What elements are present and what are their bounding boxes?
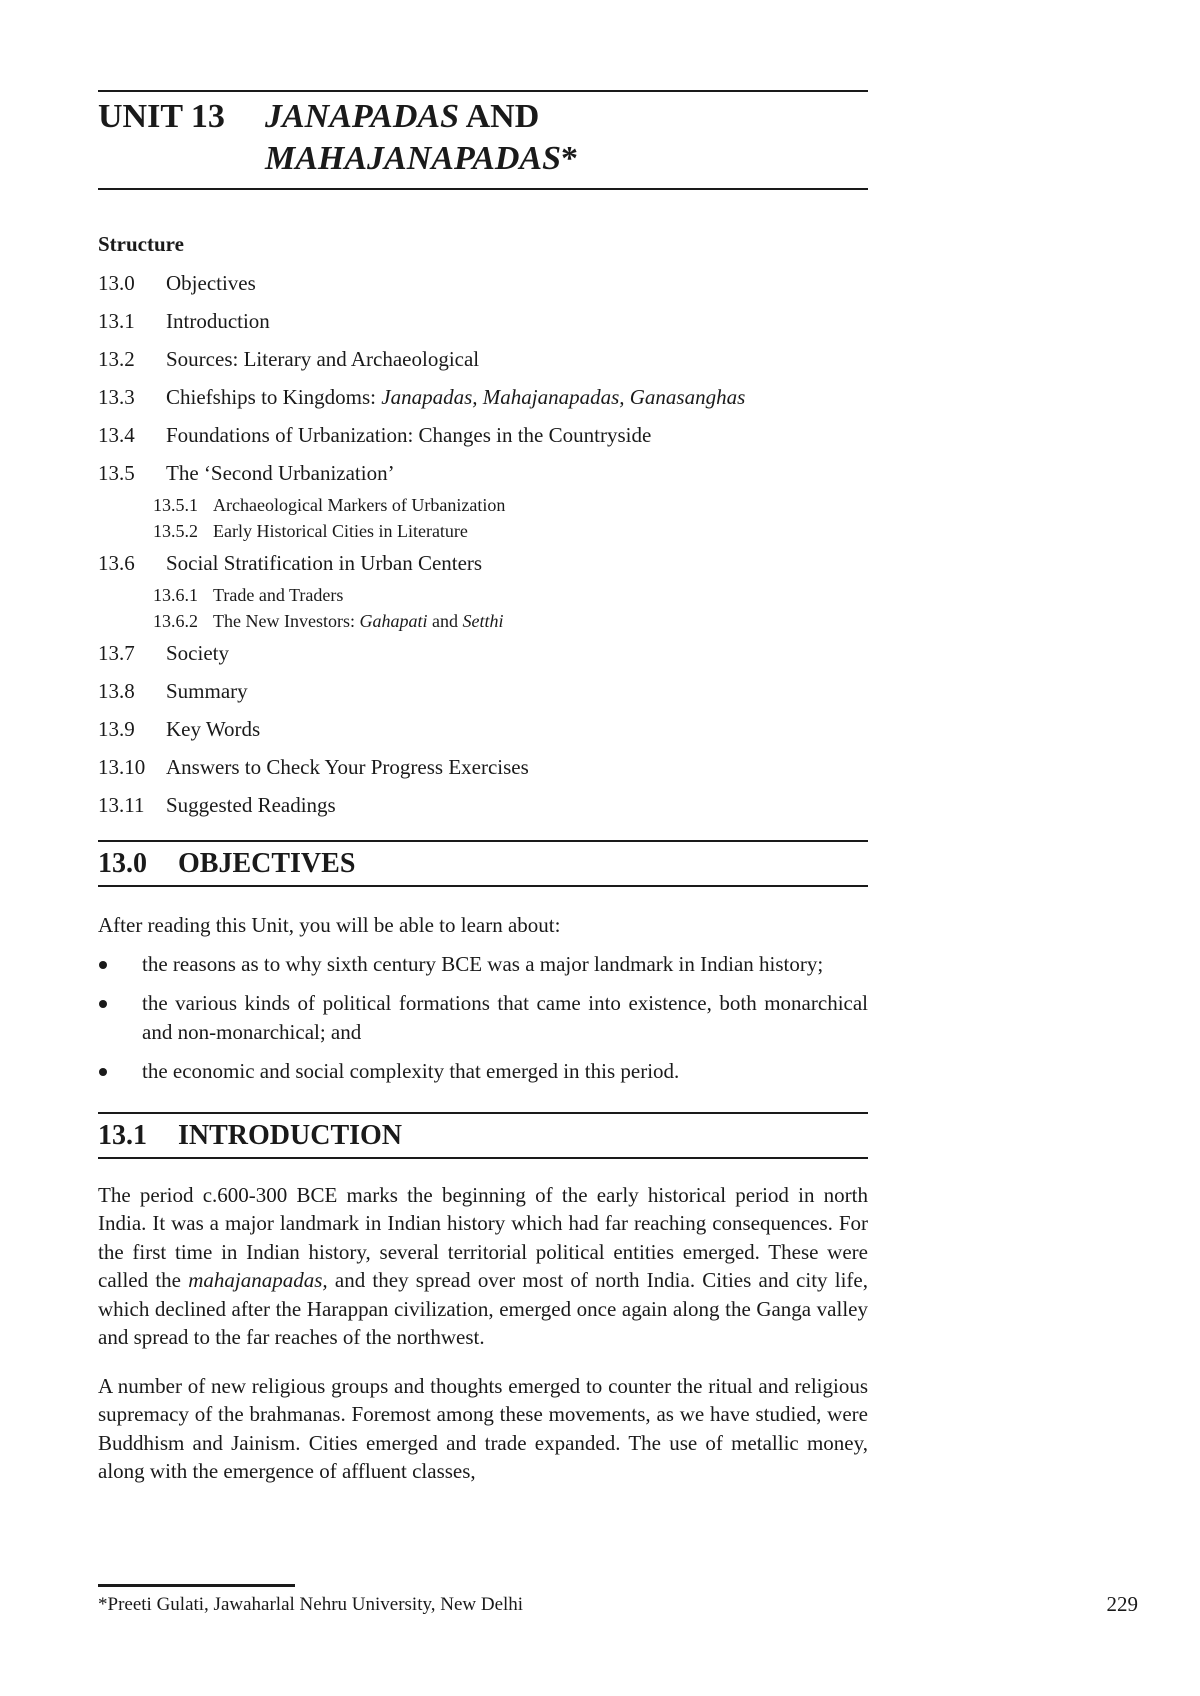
list-item: [98, 989, 868, 1046]
toc-text: The New Investors:: [213, 611, 360, 631]
footnote-rule: [98, 1584, 295, 1587]
toc-item: [98, 423, 868, 448]
toc-number: 13.5: [98, 461, 135, 485]
section-title: INTRODUCTION: [178, 1119, 403, 1151]
footnote: *Preeti Gulati, Jawaharlal Nehru University, New Delhi: [98, 1594, 524, 1615]
toc-item: [98, 793, 868, 818]
list-item: [98, 1057, 868, 1086]
objectives-intro: After reading this Unit, you will be able to learn about:: [98, 913, 561, 937]
toc-item: [98, 641, 868, 666]
unit-title-janapadas: JANAPADAS: [265, 98, 459, 135]
toc-text: Suggested Readings: [166, 793, 336, 817]
unit-title-mahajanapadas: MAHAJANAPADAS: [265, 140, 562, 177]
toc-text: The ‘Second Urbanization’: [166, 461, 395, 485]
toc-item: [98, 309, 868, 334]
toc-text: Chiefships to Kingdoms:: [166, 385, 382, 409]
bullet-icon: [99, 961, 107, 969]
toc-number: 13.11: [98, 793, 145, 817]
toc-text: Social Stratification in Urban Centers: [166, 551, 483, 575]
section-number: 13.0: [98, 848, 147, 879]
toc-text: Summary: [166, 679, 248, 703]
page-content: [98, 90, 868, 1486]
toc-text: Trade and Traders: [213, 585, 344, 605]
unit-title-asterisk: *: [561, 140, 579, 177]
toc-text: Introduction: [166, 309, 270, 333]
paragraph-text-italic: mahajanapadas,: [188, 1268, 328, 1292]
bullet-icon: [99, 1000, 107, 1008]
toc-number: 13.1: [98, 309, 135, 333]
section-heading-objectives: [98, 840, 868, 887]
section-number: 13.1: [98, 1119, 147, 1151]
toc-text-italic: Gahapati: [359, 611, 428, 631]
introduction-paragraph-1: [98, 1181, 868, 1352]
list-item-text: the reasons as to why sixth century BCE was a major landmark in Indian history;: [142, 951, 824, 976]
section-heading-introduction: [98, 1112, 868, 1159]
toc-text-italic: Janapadas, Mahajanapadas, Ganasanghas: [381, 385, 746, 409]
unit-title-and: AND: [458, 98, 540, 135]
toc-item: [98, 755, 868, 780]
toc-text: Key Words: [166, 717, 261, 741]
toc-number: 13.6.1: [153, 585, 198, 605]
objectives-list: [98, 950, 868, 1086]
unit-title: [265, 96, 578, 180]
toc-number: 13.3: [98, 385, 135, 409]
toc-item: [98, 385, 868, 410]
toc-text: Sources: Literary and Archaeological: [166, 347, 480, 371]
toc-subitem: [153, 610, 868, 632]
list-item-text: the economic and social complexity that emerged in this period.: [142, 1059, 680, 1083]
toc-item: [98, 551, 868, 576]
toc-text: and: [427, 611, 463, 631]
paragraph-text: and they spread over most of north India. Cities and city life, which declined after the Harappan civilization, emerged once again along the Ganga valley and spread to the far reaches of the northwest.: [98, 1268, 868, 1349]
toc-subitem: [153, 584, 868, 606]
toc-number: 13.5.2: [153, 521, 198, 541]
toc-subitem: [153, 520, 868, 542]
toc-number: 13.4: [98, 423, 135, 447]
toc-subitem: [153, 494, 868, 516]
introduction-paragraph-2: A number of new religious groups and thoughts emerged to counter the ritual and religious supremacy of the brahmanas. Foremost among these movements, as we have studied, were Buddhism and Jainism. Cities emerged and trade expanded. The use of metallic money, along with the emergence of affluent classes,: [98, 1373, 868, 1483]
table-of-contents: [98, 271, 868, 818]
toc-text: Archaeological Markers of Urbanization: [213, 495, 506, 515]
toc-text: Society: [166, 641, 229, 665]
toc-text: Early Historical Cities in Literature: [213, 521, 468, 541]
list-item-text: the various kinds of political formations that came into existence, both monarchical and non-monarchical; and: [142, 991, 868, 1044]
toc-number: 13.7: [98, 641, 135, 665]
toc-text: Foundations of Urbanization: Changes in the Countryside: [166, 423, 652, 447]
toc-number: 13.5.1: [153, 495, 198, 515]
section-title: OBJECTIVES: [178, 848, 356, 879]
toc-item: [98, 271, 868, 296]
toc-number: 13.0: [98, 271, 135, 295]
toc-number: 13.6.2: [153, 611, 198, 631]
toc-item: [98, 461, 868, 486]
toc-item: [98, 679, 868, 704]
toc-item: [98, 717, 868, 742]
toc-number: 13.8: [98, 679, 135, 703]
list-item: [98, 950, 868, 979]
toc-number: 13.10: [98, 755, 146, 779]
toc-number: 13.2: [98, 347, 135, 371]
unit-heading: [98, 90, 868, 190]
paragraph-text: The period c.600-300 BCE marks the beginning of the early historical period in north India. It was a major landmark in Indian history which had far reaching consequences. For the first time in Indian history, several territorial political entities emerged. These were called the: [98, 1182, 868, 1292]
toc-text: Answers to Check Your Progress Exercises: [166, 755, 529, 779]
toc-number: 13.9: [98, 717, 135, 741]
bullet-icon: [99, 1068, 107, 1076]
structure-label: Structure: [98, 232, 184, 256]
unit-label: UNIT 13: [98, 98, 225, 135]
toc-text-italic: Setthi: [462, 611, 504, 631]
page-number: 229: [1106, 1592, 1138, 1616]
toc-item: [98, 347, 868, 372]
toc-text: Objectives: [166, 271, 256, 295]
toc-number: 13.6: [98, 551, 135, 575]
